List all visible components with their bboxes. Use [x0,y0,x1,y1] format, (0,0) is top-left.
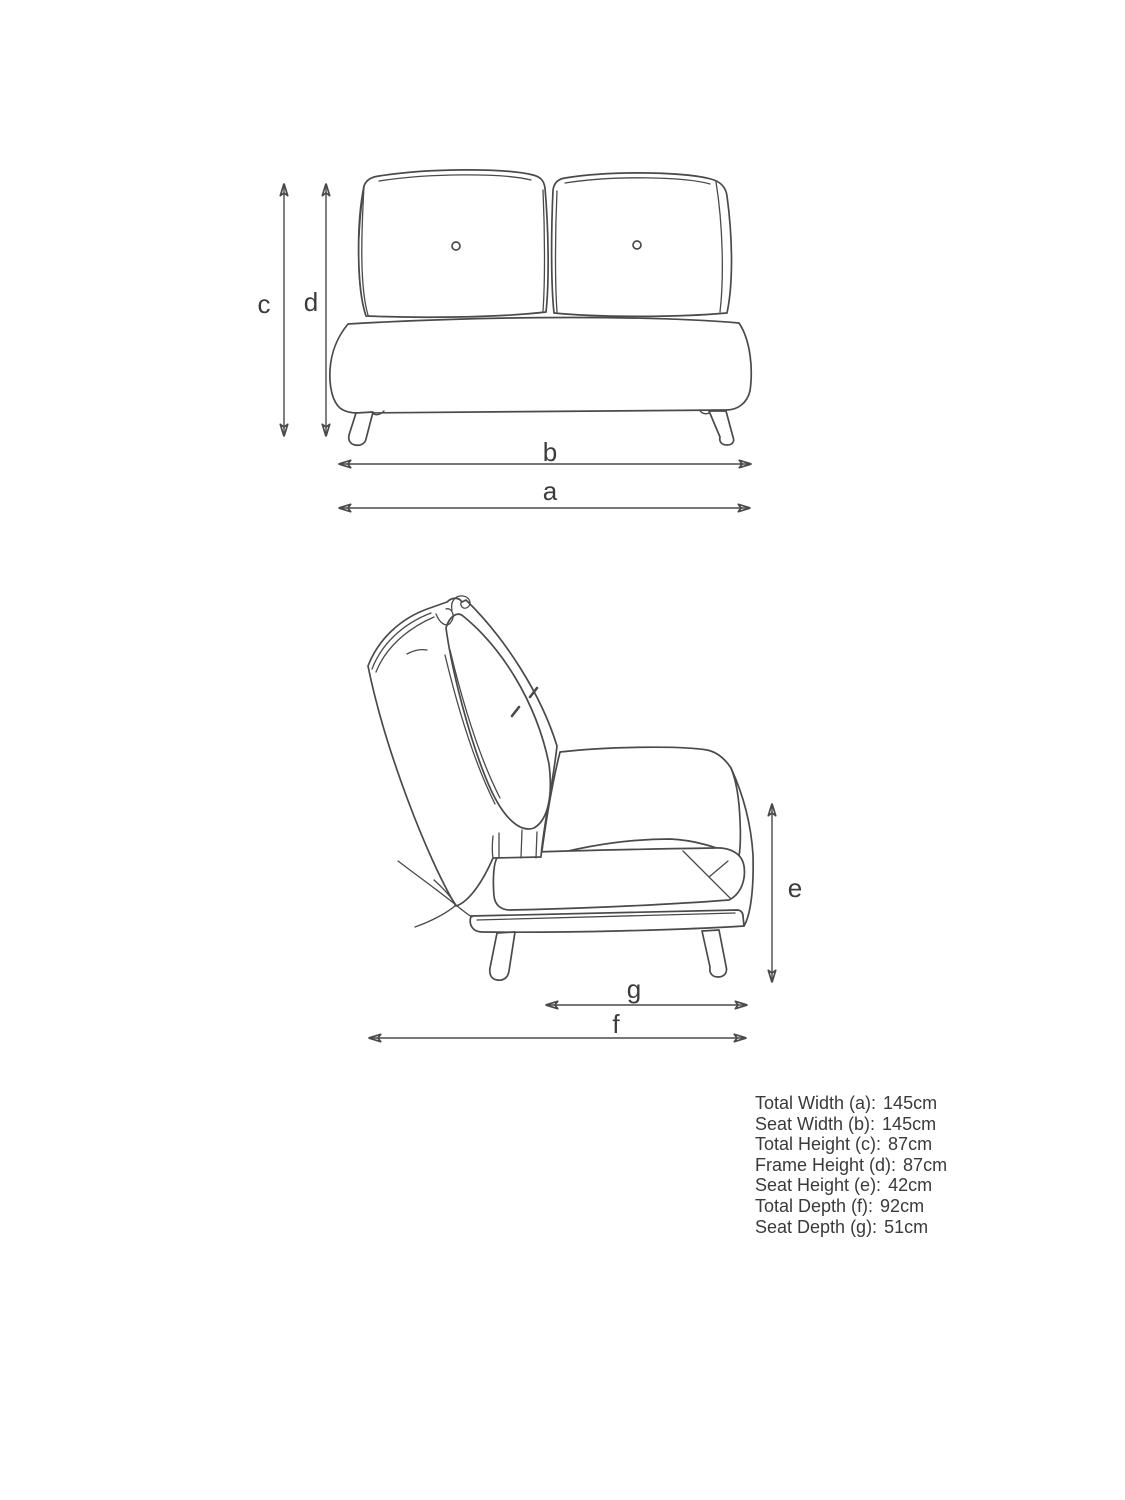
dimension-spec-list [755,1093,947,1237]
spec-label: Total Width (a): [755,1093,877,1113]
spec-value: 145cm [883,1093,938,1113]
spec-value: 145cm [882,1113,937,1134]
front-seat-base [330,318,751,414]
spec-label: Seat Depth (g): [755,1216,878,1237]
spec-seat-height [755,1175,947,1196]
spec-value: 51cm [884,1216,929,1237]
spec-label: Total Depth (f): [755,1195,874,1216]
spec-label: Seat Width (b): [755,1113,876,1134]
spec-label: Frame Height (d): [755,1154,897,1175]
spec-value: 42cm [888,1175,933,1196]
spec-total-height [755,1134,947,1155]
spec-total-depth [755,1196,947,1217]
dim-label-d: d [303,287,319,317]
side-front-leg [490,932,515,980]
side-rear-leg [702,930,727,977]
front-right-leg [709,411,734,445]
spec-total-width [755,1093,947,1114]
dim-label-a: a [542,476,558,506]
spec-seat-width [755,1114,947,1135]
dim-label-f: f [612,1009,620,1039]
dim-label-c: c [257,289,271,319]
spec-value: 92cm [880,1195,925,1216]
dim-label-e: e [787,873,803,903]
front-view-drawing [330,170,751,445]
spec-seat-depth [755,1217,947,1238]
front-left-leg [349,412,373,445]
dim-label-b: b [542,437,558,467]
spec-label: Seat Height (e): [755,1175,882,1196]
dim-label-g: g [626,974,642,1004]
spec-value: 87cm [888,1134,933,1155]
spec-value: 87cm [903,1154,948,1175]
side-seat-top [541,747,740,858]
side-view-drawing [368,596,753,980]
spec-frame-height [755,1155,947,1176]
spec-label: Total Height (c): [755,1134,882,1155]
